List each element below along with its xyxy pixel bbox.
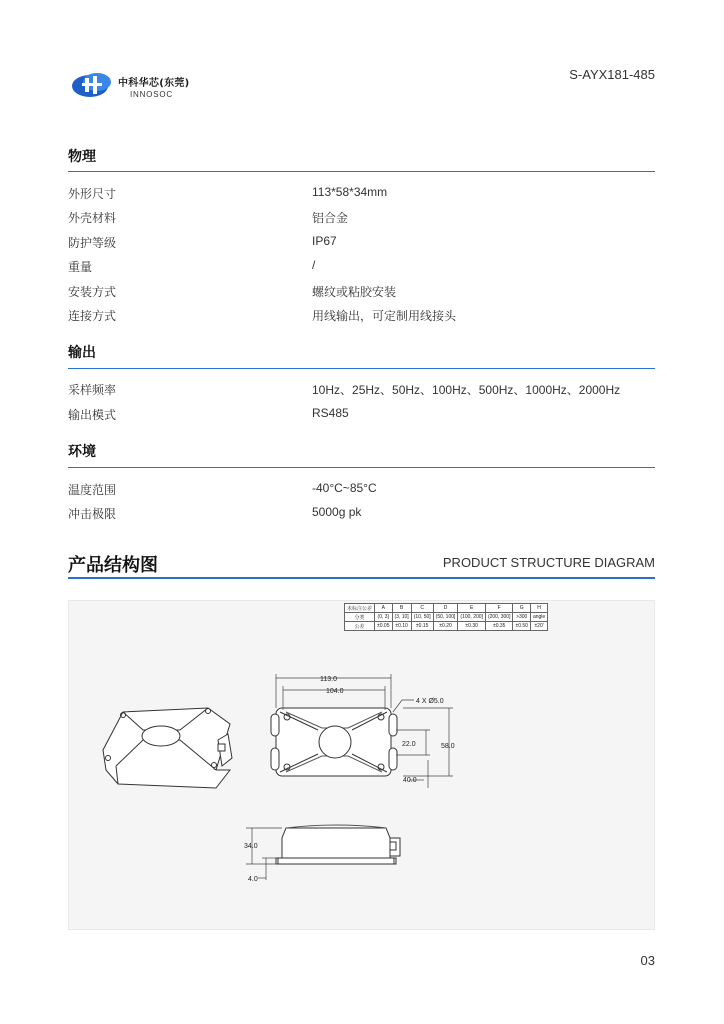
page-number: 03 <box>640 953 655 968</box>
spec-label: 外形尺寸 <box>68 187 117 201</box>
table-cell: F <box>485 604 513 613</box>
table-cell: (0, 3] <box>375 613 392 622</box>
table-cell: ±0.20 <box>433 622 458 631</box>
section-rule <box>68 467 655 468</box>
table-cell: A <box>375 604 392 613</box>
isometric-view <box>103 708 232 788</box>
table-cell: ±0.50 <box>513 622 530 631</box>
table-cell: ±0.15 <box>411 622 433 631</box>
section-title-environment: 环境 <box>68 444 96 460</box>
spec-row <box>68 505 655 525</box>
table-cell: angle <box>530 613 547 622</box>
dim-hole-spacing-y: 22.0 <box>402 741 416 748</box>
table-cell: 公差 <box>345 622 375 631</box>
table-cell: C <box>411 604 433 613</box>
table-cell: D <box>433 604 458 613</box>
spec-value: 10Hz、25Hz、50Hz、100Hz、500Hz、1000Hz、2000Hz <box>312 383 621 397</box>
company-logo <box>70 68 210 108</box>
document-code: S-AYX181-485 <box>569 67 655 82</box>
structure-subtitle: PRODUCT STRUCTURE DIAGRAM <box>442 555 655 570</box>
logo-chinese-name: 中科华芯(东莞) <box>118 78 190 89</box>
table-cell: ±20' <box>530 622 547 631</box>
spec-value: 用线输出，可定制用线接头 <box>312 309 457 323</box>
spec-value: 5000g pk <box>312 505 362 519</box>
spec-row <box>68 481 655 501</box>
dim-offset: 40.0 <box>403 777 417 784</box>
spec-value: -40°C~85°C <box>312 481 377 495</box>
table-cell: ±0.30 <box>458 622 486 631</box>
spec-row <box>68 209 655 229</box>
spec-row <box>68 185 655 205</box>
dim-base: 4.0 <box>248 876 258 883</box>
table-cell: 未标注公差 <box>345 604 375 613</box>
spec-value: 铝合金 <box>312 211 349 225</box>
spec-row <box>68 234 655 254</box>
section-title-output: 输出 <box>68 345 96 361</box>
spec-row <box>68 258 655 278</box>
spec-label: 防护等级 <box>68 236 117 250</box>
spec-row <box>68 381 655 401</box>
spec-label: 外壳材料 <box>68 211 117 225</box>
table-cell: (100, 200] <box>458 613 486 622</box>
top-view <box>271 708 397 776</box>
structure-title: 产品结构图 <box>68 555 158 576</box>
structure-rule <box>68 577 655 579</box>
table-cell: (10, 50] <box>411 613 433 622</box>
logo-english-name: INNOSOC <box>130 90 173 99</box>
logo-mark-icon <box>70 68 118 102</box>
section-title-physical: 物理 <box>68 149 96 165</box>
dim-holes: 4 X Ø5.0 <box>416 698 444 705</box>
spec-value: 螺纹或粘胶安装 <box>312 285 397 299</box>
dim-hole-spacing-x: 104.0 <box>326 688 344 695</box>
spec-label: 重量 <box>68 260 93 274</box>
spec-row <box>68 307 655 327</box>
spec-value: RS485 <box>312 406 349 420</box>
table-cell: (200, 300] <box>485 613 513 622</box>
spec-row <box>68 406 655 426</box>
spec-row <box>68 283 655 303</box>
structure-drawing <box>68 600 655 930</box>
spec-label: 输出模式 <box>68 408 117 422</box>
spec-label: 连接方式 <box>68 309 117 323</box>
spec-value: / <box>312 258 316 272</box>
table-cell: E <box>458 604 486 613</box>
table-cell: (50, 100] <box>433 613 458 622</box>
table-cell: ±0.35 <box>485 622 513 631</box>
spec-value: 113*58*34mm <box>312 185 388 199</box>
dim-overall-length: 113.0 <box>320 676 337 683</box>
spec-label: 采样频率 <box>68 383 117 397</box>
table-cell: >300 <box>513 613 530 622</box>
table-cell: 分类 <box>345 613 375 622</box>
table-cell: ±0.05 <box>375 622 392 631</box>
dim-width: 58.0 <box>441 743 455 750</box>
side-view <box>276 825 400 864</box>
spec-label: 安装方式 <box>68 285 117 299</box>
spec-label: 冲击极限 <box>68 507 117 521</box>
table-cell: ±0.10 <box>392 622 411 631</box>
table-cell: B <box>392 604 411 613</box>
dim-height: 34.0 <box>244 843 258 850</box>
spec-value: IP67 <box>312 234 337 248</box>
spec-label: 温度范围 <box>68 483 117 497</box>
table-cell: (3, 10] <box>392 613 411 622</box>
side-dimension-lines <box>246 828 282 880</box>
section-rule <box>68 171 655 172</box>
table-cell: G <box>513 604 530 613</box>
table-cell: H <box>530 604 547 613</box>
section-rule <box>68 368 655 369</box>
